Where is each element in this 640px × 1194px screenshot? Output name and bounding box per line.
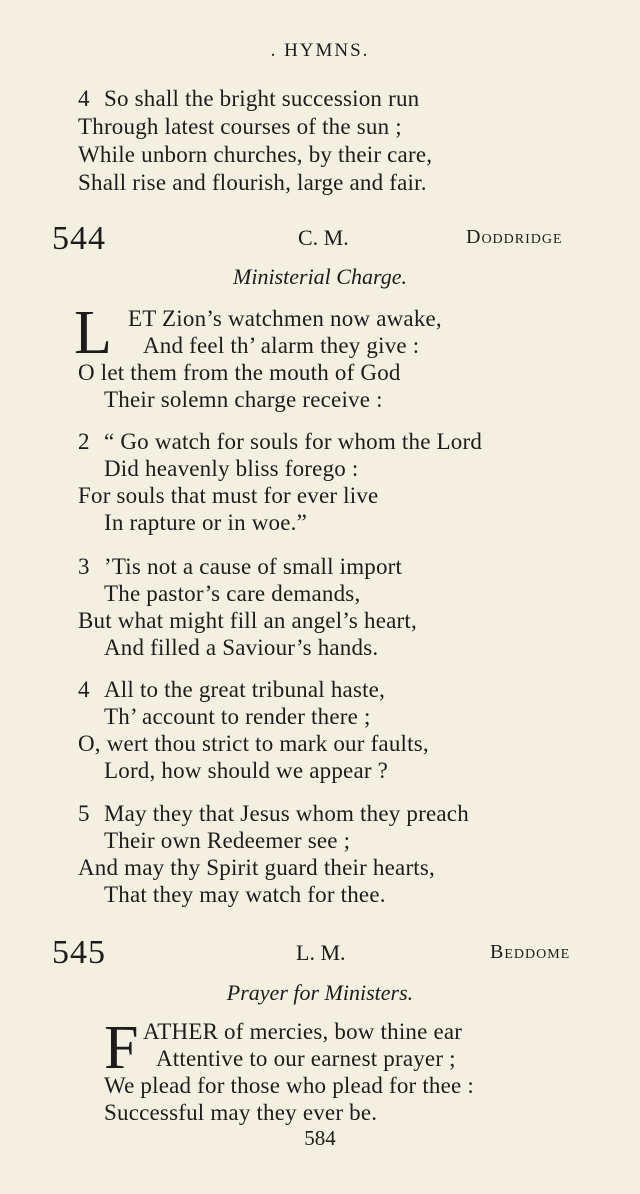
stanza-line: 3 ’Tis not a cause of small import	[78, 554, 403, 579]
running-head: . HYMNS.	[270, 40, 370, 61]
hymn-author: Beddome	[490, 941, 571, 963]
stanza-line: Attentive to our earnest prayer ;	[156, 1046, 456, 1071]
stanza-line: 5 May they that Jesus whom they preach	[78, 801, 469, 826]
stanza-line: While unborn churches, by their care,	[78, 142, 433, 167]
stanza-line: Their own Redeemer see ;	[104, 828, 351, 853]
hymn-title: Prayer for Ministers.	[226, 980, 414, 1005]
hymn-meter: L. M.	[296, 940, 346, 965]
stanza-line: O let them from the mouth of God	[78, 360, 401, 385]
stanza-number: 4	[78, 677, 90, 702]
stanza-line: Through latest courses of the sun ;	[78, 114, 402, 139]
stanza-line: Shall rise and flourish, large and fair.	[78, 170, 427, 195]
stanza-line: Their solemn charge receive :	[104, 387, 383, 412]
stanza-line: In rapture or in woe.”	[104, 510, 308, 535]
stanza-line: That they may watch for thee.	[104, 882, 386, 907]
stanza-line: For souls that must for ever live	[78, 483, 379, 508]
stanza-line: And feel th’ alarm they give :	[143, 333, 420, 358]
stanza-line: ET Zion’s watchmen now awake,	[128, 306, 442, 331]
stanza-line: The pastor’s care demands,	[104, 581, 361, 606]
stanza-line: 4 So shall the bright succession run	[78, 86, 420, 111]
stanza-number: 4	[78, 86, 90, 111]
drop-cap: F	[104, 1014, 139, 1082]
stanza-line: 4 All to the great tribunal haste,	[78, 677, 386, 702]
hymn-author: Doddridge	[466, 226, 563, 248]
stanza-line: But what might fill an angel’s heart,	[78, 608, 417, 633]
stanza-line: And may thy Spirit guard their hearts,	[78, 855, 436, 880]
stanza-line: We plead for those who plead for thee :	[104, 1073, 474, 1098]
stanza-line: 2 “ Go watch for souls for whom the Lord	[78, 429, 483, 454]
stanza-number: 2	[78, 429, 90, 454]
stanza-line: Lord, how should we appear ?	[104, 758, 389, 783]
hymn-number: 544	[52, 220, 106, 257]
stanza-line: ATHER of mercies, bow thine ear	[143, 1019, 463, 1044]
stanza-line: Th’ account to render there ;	[104, 704, 371, 729]
hymn-meter: C. M.	[298, 225, 349, 250]
page-number: 584	[304, 1126, 336, 1150]
hymn-title: Ministerial Charge.	[233, 264, 407, 289]
stanza-line: Did heavenly bliss forego :	[104, 456, 359, 481]
stanza-line: And filled a Saviour’s hands.	[104, 635, 379, 660]
hymn-number: 545	[52, 934, 106, 971]
drop-cap: L	[74, 299, 112, 367]
stanza-number: 5	[78, 801, 90, 826]
stanza-line: Successful may they ever be.	[104, 1100, 378, 1125]
stanza-number: 3	[78, 554, 90, 579]
stanza-line: O, wert thou strict to mark our faults,	[78, 731, 429, 756]
